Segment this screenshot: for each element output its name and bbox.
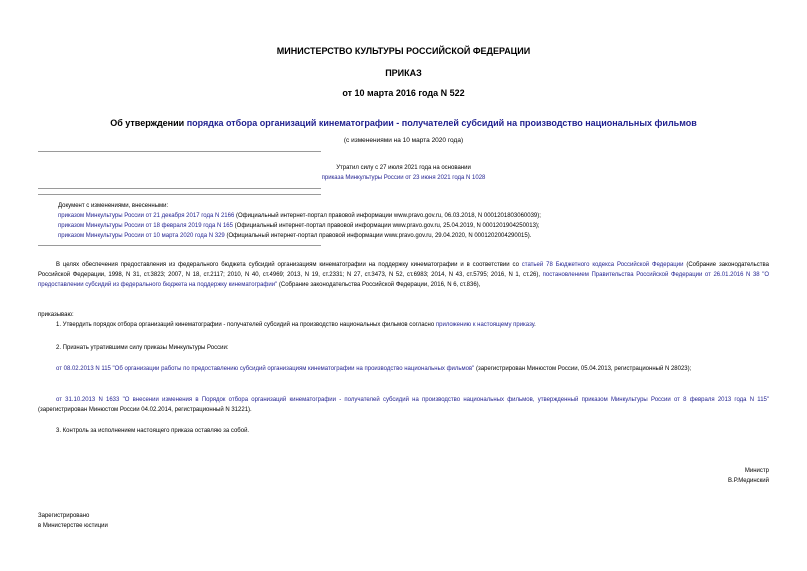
point-1-text: 1. Утвердить порядок отбора организаций кинематографии - получателей субсидий на производство национальных фильмов согласно bbox=[56, 322, 436, 328]
registration-line: Зарегистрировано bbox=[38, 513, 90, 519]
signature-block bbox=[728, 466, 769, 486]
lost-force-note bbox=[0, 163, 807, 183]
point-2: 2. Признать утратившими силу приказы Минкультуры России: bbox=[56, 345, 229, 351]
amendments-block bbox=[58, 201, 778, 241]
amendment-item bbox=[58, 221, 778, 231]
amendment-item bbox=[58, 211, 778, 221]
document-date-number: от 10 марта 2016 года N 522 bbox=[342, 88, 465, 98]
document-title bbox=[0, 118, 807, 128]
amendment-link[interactable]: приказом Минкультуры России от 10 марта 2020 года N 329 bbox=[58, 233, 225, 239]
registration-line: в Министерстве юстиции bbox=[38, 523, 108, 529]
amendment-source: (Официальный интернет-портал правовой информации www.pravo.gov.ru, 29.04.2020, N 0001202004290015). bbox=[224, 233, 532, 239]
repealed-order-1 bbox=[38, 364, 769, 374]
document-type: ПРИКАЗ bbox=[385, 68, 422, 78]
government-decree-link[interactable]: постановлением Правительства Российской Федерации от 26.01.2016 N 38 "О предоставлении субсидий из федерального бюджета на поддержку кинематографии" bbox=[38, 272, 769, 288]
amendment-item bbox=[58, 231, 778, 241]
appendix-link[interactable]: приложению к настоящему приказу bbox=[435, 322, 535, 328]
budget-code-link[interactable]: статьей 78 Бюджетного кодекса Российской Федерации bbox=[521, 262, 684, 268]
amendment-link[interactable]: приказом Минкультуры России от 18 февраля 2019 года N 165 bbox=[58, 223, 233, 229]
divider bbox=[38, 151, 321, 152]
repealed-order-1-text: (зарегистрирован Минюстом России, 05.04.2013, регистрационный N 28023); bbox=[474, 366, 692, 372]
amendments-heading: Документ с изменениями, внесенными: bbox=[58, 203, 169, 209]
preamble-text: (Собрание законодательства Российской Федерации, 1998, N 31, ст.3823; 2007, N 18, ст.2117; 2010, N 40, ст.4969; 2013, N 19, ст.2331; N 27, ст.3473, N 52, ст.6983; 2014, N 43, ст.5795; 2016, N 1, ст.26), bbox=[38, 262, 769, 278]
ministry-heading: МИНИСТЕРСТВО КУЛЬТУРЫ РОССИЙСКОЙ ФЕДЕРАЦИИ bbox=[276, 46, 531, 56]
signatory-position: Министр bbox=[744, 468, 769, 474]
repealed-order-1-link[interactable]: от 08.02.2013 N 115 "Об организации работы по предоставлению субсидий организациям кинематографии на производство национальных фильмов" bbox=[56, 366, 475, 372]
point-1 bbox=[56, 320, 769, 330]
title-link[interactable]: порядка отбора организаций кинематографии - получателей субсидий на производство национальных фильмов bbox=[186, 118, 697, 128]
changes-note: (с изменениями на 10 марта 2020 года) bbox=[343, 137, 464, 144]
amendment-source: (Официальный интернет-портал правовой информации www.pravo.gov.ru, 25.04.2019, N 0001201904250013); bbox=[232, 223, 540, 229]
point-1-end: . bbox=[534, 322, 536, 328]
repealed-order-2-text: (зарегистрирован Минюстом России 04.02.2014, регистрационный N 31221). bbox=[38, 407, 252, 413]
divider bbox=[38, 194, 321, 195]
preamble-paragraph bbox=[38, 260, 769, 290]
registration-block bbox=[38, 511, 108, 531]
lost-force-link[interactable]: приказа Минкультуры России от 23 июня 2021 года N 1028 bbox=[321, 175, 486, 181]
divider bbox=[38, 245, 321, 246]
divider bbox=[38, 188, 321, 189]
signatory-name: В.Р.Мединский bbox=[728, 478, 769, 484]
lost-force-text: Утратил силу с 27 июля 2021 года на основании bbox=[336, 165, 471, 171]
title-prefix: Об утверждении bbox=[110, 118, 187, 128]
amendment-link[interactable]: приказом Минкультуры России от 21 декабря 2017 года N 2166 bbox=[58, 213, 235, 219]
preamble-text: (Собрание законодательства Российской Федерации, 2016, N 6, ст.836), bbox=[277, 282, 481, 288]
order-word: приказываю: bbox=[38, 312, 74, 318]
point-3: 3. Контроль за исполнением настоящего приказа оставляю за собой. bbox=[56, 428, 250, 434]
repealed-order-2-link[interactable]: от 31.10.2013 N 1633 "О внесении изменения в Порядок отбора организаций кинематографии - получателей субсидий на производство национальных фильмов, утвержденный приказом Минкультуры России от 8 февраля 2013 года N 115" bbox=[56, 397, 769, 403]
repealed-order-2 bbox=[38, 395, 769, 415]
preamble-text: В целях обеспечения предоставления из федерального бюджета субсидий организациям кинематографии на поддержку кинематографии и в соответствии со bbox=[56, 262, 522, 268]
amendment-source: (Официальный интернет-портал правовой информации www.pravo.gov.ru, 06.03.2018, N 0001201803060039); bbox=[234, 213, 541, 219]
